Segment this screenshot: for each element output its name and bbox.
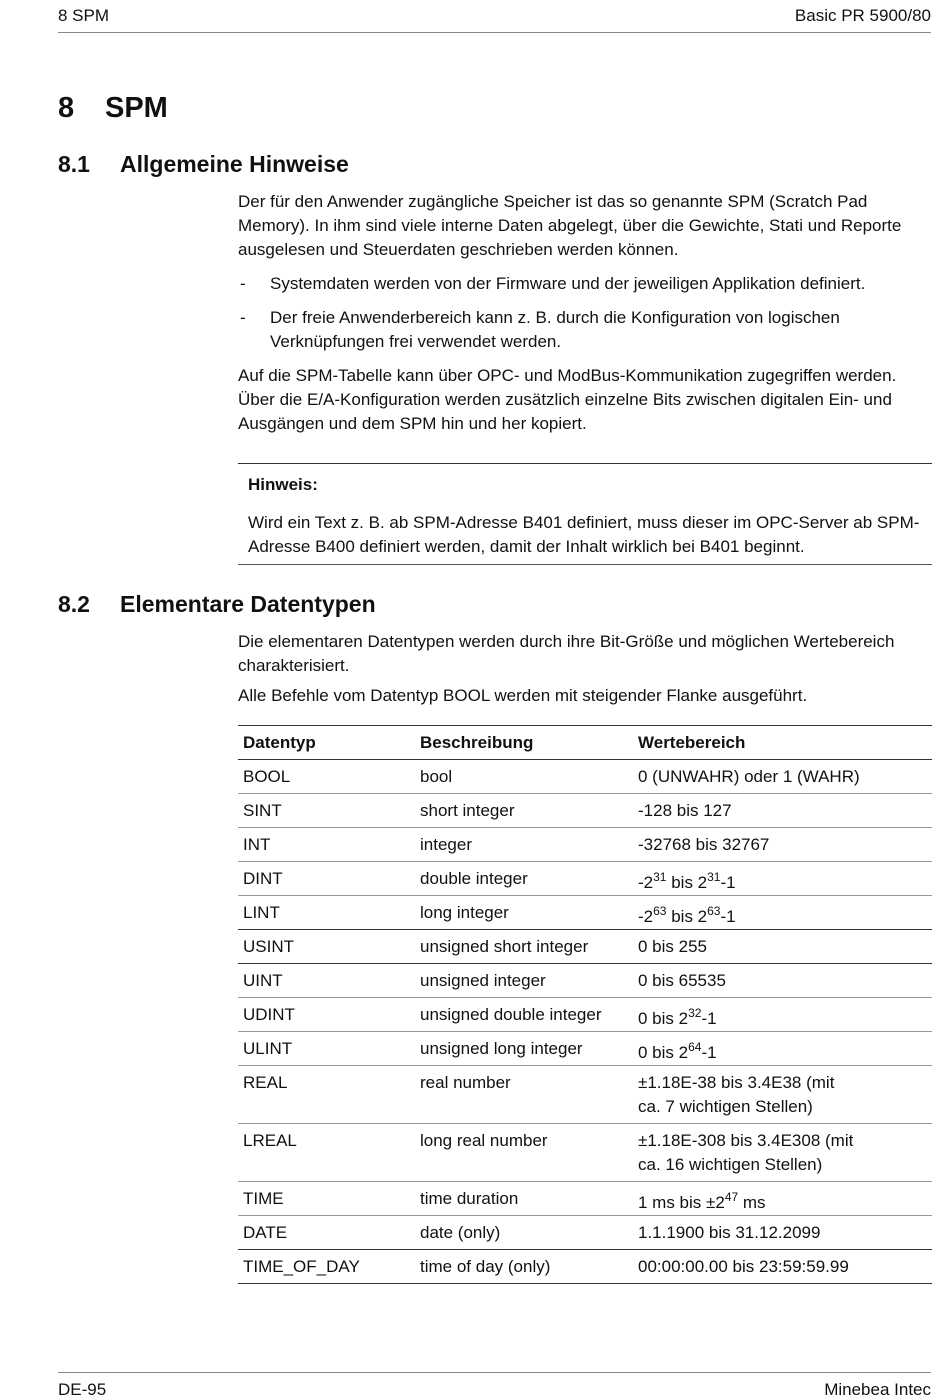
cell-type: LINT <box>238 896 415 930</box>
table-row <box>238 1182 932 1216</box>
column-header: Beschreibung <box>415 726 633 760</box>
paragraph: Die elementaren Datentypen werden durch ihre Bit-Größe und möglichen Wertebereich charakterisiert. <box>238 632 895 675</box>
cell-range: 0 bis 65535 <box>633 964 932 998</box>
cell-type: SINT <box>238 794 415 828</box>
cell-range <box>633 862 932 896</box>
cell-range: 0 bis 255 <box>633 930 932 964</box>
bullet-text: Der freie Anwenderbereich kann z. B. durch die Konfiguration von logischen Verknüpfungen frei verwendet werden. <box>270 308 840 351</box>
chapter-title-text: SPM <box>105 92 168 124</box>
cell-range <box>633 896 932 930</box>
cell-type: INT <box>238 828 415 862</box>
header-product: Basic PR 5900/80 <box>794 6 931 25</box>
table-row <box>238 930 932 964</box>
cell-type: TIME <box>238 1182 415 1216</box>
cell-type: TIME_OF_DAY <box>238 1250 415 1284</box>
cell-range <box>633 1066 932 1124</box>
cell-desc: unsigned short integer <box>415 930 633 964</box>
table-row <box>238 862 932 896</box>
range-exponent: 63 <box>707 904 721 918</box>
cell-type: BOOL <box>238 760 415 794</box>
cell-desc: double integer <box>415 862 633 896</box>
table-row <box>238 964 932 998</box>
note-title: Hinweis: <box>248 475 318 494</box>
table-row <box>238 794 932 828</box>
section-8-1-body <box>238 190 932 436</box>
cell-range <box>633 1124 932 1182</box>
range-part: -1 <box>701 1009 717 1028</box>
cell-desc: unsigned double integer <box>415 998 633 1032</box>
range-part: 1 ms bis ±2 <box>638 1193 725 1212</box>
table-row <box>238 1250 932 1284</box>
cell-type: REAL <box>238 1066 415 1124</box>
bullet-dash: - <box>240 308 246 327</box>
cell-desc: unsigned integer <box>415 964 633 998</box>
bullet-text: Systemdaten werden von der Firmware und der jeweiligen Applikation definiert. <box>270 274 866 293</box>
section-8-2-number: 8.2 <box>58 591 90 617</box>
paragraph: Der für den Anwender zugängliche Speicher ist das so genannte SPM (Scratch Pad Memory). In ihm sind viele interne Daten abgelegt, über die Gewichte, Stati und Reporte ausgelesen und Steuerdaten geschrieben werden können. <box>238 192 902 259</box>
cell-type: LREAL <box>238 1124 415 1182</box>
cell-range: -32768 bis 32767 <box>633 828 932 862</box>
paragraph: Alle Befehle vom Datentyp BOOL werden mit steigender Flanke ausgeführt. <box>238 686 808 705</box>
range-exponent: 63 <box>653 904 667 918</box>
table-row <box>238 1032 932 1066</box>
cell-type: USINT <box>238 930 415 964</box>
range-part: -1 <box>720 907 736 926</box>
section-8-1-title <box>58 151 349 178</box>
cell-range: 0 (UNWAHR) oder 1 (WAHR) <box>633 760 932 794</box>
range-line: ±1.18E-308 bis 3.4E308 (mit <box>638 1131 854 1150</box>
cell-desc: real number <box>415 1066 633 1124</box>
table-row <box>238 998 932 1032</box>
range-part: 0 bis 2 <box>638 1009 689 1028</box>
note-body: Wird ein Text z. B. ab SPM-Adresse B401 definiert, muss dieser im OPC-Server ab SPM-Adresse B400 definiert werden, damit der Inhalt wirklich bei B401 beginnt. <box>248 513 920 556</box>
section-8-2-title-text: Elementare Datentypen <box>120 591 376 617</box>
range-part: bis 2 <box>666 873 708 892</box>
cell-range <box>633 998 932 1032</box>
table-row <box>238 1216 932 1250</box>
cell-range: 00:00:00.00 bis 23:59:59.99 <box>633 1250 932 1284</box>
cell-range <box>633 1182 932 1216</box>
chapter-number: 8 <box>58 92 75 124</box>
cell-desc: long real number <box>415 1124 633 1182</box>
page-header <box>58 6 931 33</box>
note-box <box>238 463 932 565</box>
cell-type: UDINT <box>238 998 415 1032</box>
cell-type: DINT <box>238 862 415 896</box>
cell-type: DATE <box>238 1216 415 1250</box>
cell-type: ULINT <box>238 1032 415 1066</box>
cell-desc: short integer <box>415 794 633 828</box>
column-header: Datentyp <box>238 726 415 760</box>
cell-desc: integer <box>415 828 633 862</box>
range-part: ms <box>738 1193 766 1212</box>
cell-desc: time duration <box>415 1182 633 1216</box>
table-row <box>238 896 932 930</box>
cell-range <box>633 1032 932 1066</box>
section-8-2-body <box>238 630 932 708</box>
range-part: -1 <box>701 1043 717 1062</box>
paragraph: Auf die SPM-Tabelle kann über OPC- und ModBus-Kommunikation zugegriffen werden. Über die E/A-Konfiguration werden zusätzlich einzelne Bits zwischen digitalen Ein- und Ausgängen und dem SPM hin und her kopiert. <box>238 366 897 433</box>
page-footer <box>58 1372 931 1400</box>
range-line: ca. 7 wichtigen Stellen) <box>638 1097 813 1116</box>
bullet-item <box>238 272 932 296</box>
range-exponent: 47 <box>724 1190 739 1204</box>
table-row <box>238 760 932 794</box>
footer-company: Minebea Intec <box>824 1380 931 1399</box>
cell-range: 1.1.1900 bis 31.12.2099 <box>633 1216 932 1250</box>
range-exponent: 64 <box>688 1040 702 1054</box>
header-section: 8 SPM <box>58 6 110 25</box>
range-line: ±1.18E-38 bis 3.4E38 (mit <box>638 1073 835 1092</box>
cell-desc: unsigned long integer <box>415 1032 633 1066</box>
datatype-table <box>238 725 932 1284</box>
range-exponent: 31 <box>707 870 721 884</box>
cell-desc: long integer <box>415 896 633 930</box>
bullet-item <box>238 306 932 354</box>
cell-desc: time of day (only) <box>415 1250 633 1284</box>
section-8-2-title <box>58 591 376 618</box>
column-header: Wertebereich <box>633 726 932 760</box>
page-number: DE-95 <box>58 1380 107 1399</box>
section-8-1-number: 8.1 <box>58 151 90 177</box>
section-8-1-title-text: Allgemeine Hinweise <box>120 151 349 177</box>
range-part: bis 2 <box>666 907 708 926</box>
chapter-title <box>58 92 168 125</box>
cell-type: UINT <box>238 964 415 998</box>
table-row <box>238 1124 932 1182</box>
cell-range: -128 bis 127 <box>633 794 932 828</box>
range-exponent: 31 <box>653 870 667 884</box>
range-part: -2 <box>638 907 654 926</box>
range-line: ca. 16 wichtigen Stellen) <box>638 1155 823 1174</box>
range-part: 0 bis 2 <box>638 1043 689 1062</box>
table-row <box>238 1066 932 1124</box>
range-exponent: 32 <box>688 1006 702 1020</box>
table-header-row <box>238 726 932 760</box>
bullet-dash: - <box>240 274 246 293</box>
range-part: -2 <box>638 873 654 892</box>
range-part: -1 <box>720 873 736 892</box>
cell-desc: bool <box>415 760 633 794</box>
cell-desc: date (only) <box>415 1216 633 1250</box>
table-row <box>238 828 932 862</box>
